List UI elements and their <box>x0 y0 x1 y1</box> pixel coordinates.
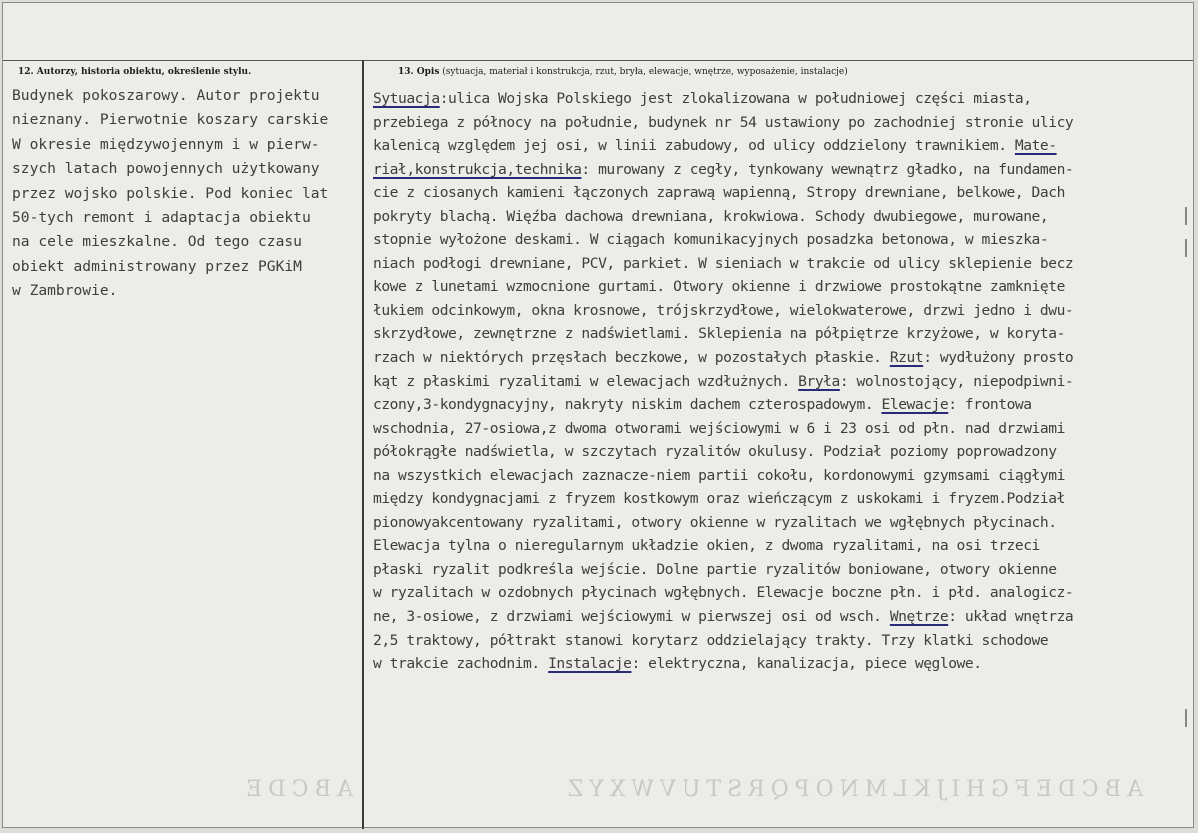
edge-tick <box>1175 207 1187 225</box>
description-line <box>373 464 1073 488</box>
description-segment: Elewacja tylna o nieregularnym układzie okien, z dwoma ryzalitami, na osi trzeci <box>373 537 1040 555</box>
description-segment: skrzydłowe, zewnętrzne z nadświetlami. Sklepienia na półpiętrze krzyżowe, w koryta- <box>373 325 1065 343</box>
description-segment: stopnie wyłożone deskami. W ciągach komunikacyjnych posadzka betonowa, w mieszka- <box>373 231 1049 249</box>
description-segment: : wolnostojący, niepodpiwni- <box>839 372 1074 390</box>
description-line <box>373 111 1073 135</box>
description-line <box>373 181 1073 205</box>
description-line <box>373 87 1073 111</box>
description-segment: półokrągłe nadświetla, w szczytach ryzalitów okulusy. Podział poziomy poprowadzony <box>373 443 1057 461</box>
section-13-subtitle: (sytuacja, materiał i konstrukcja, rzut, bryła, elewacje, wnętrze, wyposażenie, instalacje) <box>442 67 848 77</box>
description-segment: między kondygnacjami z fryzem kostkowym oraz wieńczącym z uskokami i fryzem.Podział <box>373 490 1065 508</box>
edge-tick <box>1175 709 1187 727</box>
description-segment: w ryzalitach w ozdobnych płycinach wgłębnych. Elewacje boczne płn. i płd. analogicz- <box>373 584 1074 602</box>
column-divider <box>362 60 364 829</box>
description-segment: : frontowa <box>948 396 1032 414</box>
section-keyword: Sytuacja <box>373 90 440 107</box>
description-line <box>373 629 1073 653</box>
description-segment: 2,5 traktowy, półtrakt stanowi korytarz oddzielający trakty. Trzy klatki schodowe <box>373 631 1049 649</box>
document-card <box>2 2 1194 828</box>
description-segment: : murowany z cegły, tynkowany wewnątrz gładko, na fundamen- <box>581 160 1074 178</box>
description-segment: płaski ryzalit podkreśla wejście. Dolne partie ryzalitów boniowane, otwory okienne <box>373 560 1057 578</box>
description-segment: na wszystkich elewacjach zaznacze-niem partii cokołu, kordonowymi gzymsami ciągłymi <box>373 466 1065 484</box>
description-segment: ne, 3-osiowe, z drzwiami wejściowymi w pierwszej osi od wsch. <box>373 608 890 626</box>
history-line: W okresie międzywojennym i w pierw- <box>12 135 320 153</box>
section-keyword: Rzut <box>889 349 924 367</box>
description-line <box>373 417 1073 441</box>
description-line <box>373 487 1073 511</box>
description-line <box>373 134 1073 158</box>
description-segment: : elektryczna, kanalizacja, piece węglowe. <box>631 655 982 673</box>
section-keyword: Instalacje <box>548 655 632 673</box>
description-segment: czony,3-kondygnacyjny, nakryty niskim dachem czterospadowym. <box>373 396 882 414</box>
description-line <box>373 558 1073 582</box>
section-13-number: 13. Opis <box>398 67 440 77</box>
history-line: przez wojsko polskie. Pod koniec lat <box>12 184 329 202</box>
history-line: 50-tych remont i adaptacja obiektu <box>12 209 311 227</box>
bleed-through-right: ABCDEFGHIJKLMNOPQRSTUVWXYZ <box>561 777 1143 802</box>
history-line: w Zambrowie. <box>12 282 118 300</box>
description-segment: :ulica Wojska Polskiego jest zlokalizowana w południowej części miasta, <box>439 90 1032 107</box>
description-line <box>373 393 1073 417</box>
description-line <box>373 511 1073 535</box>
description-segment: cie z ciosanych kamieni łączonych zaprawą wapienną, Stropy drewniane, belkowe, Dach <box>373 184 1065 202</box>
description-line <box>373 440 1073 464</box>
section-12-heading: 12. Autorzy, historia obiektu, określenie stylu. <box>18 67 252 77</box>
description-segment: niach podłogi drewniane, PCV, parkiet. W sieniach w trakcie od ulicy sklepienie becz <box>373 254 1074 272</box>
section-keyword: Elewacje <box>881 396 949 414</box>
description-line <box>373 158 1073 182</box>
description-line <box>373 228 1073 252</box>
history-line: Budynek pokoszarowy. Autor projektu <box>12 87 320 104</box>
description-segment: łukiem odcinkowym, okna krosnowe, trójskrzydłowe, wielokwaterowe, drzwi jedno i dwu- <box>373 301 1074 319</box>
bleed-through-left: ABCDE <box>240 777 353 802</box>
history-line: szych latach powojennych użytkowany <box>12 160 320 178</box>
description-line <box>373 252 1073 276</box>
description-segment: przebiega z północy na południe, budynek nr 54 ustawiony po zachodniej stronie ulicy <box>373 113 1074 131</box>
description-segment: kalenicą względem jej osi, w linii zabudowy, od ulicy oddzielony trawnikiem. <box>373 137 1015 155</box>
description-line <box>373 205 1073 229</box>
description-line <box>373 534 1073 558</box>
description-segment: pokryty blachą. Więźba dachowa drewniana, krokwiowa. Schody dwubiegowe, murowane, <box>373 207 1049 225</box>
description-segment: kowe z lunetami wzmocnione gurtami. Otwory okienne i drzwiowe prostokątne zamknięte <box>373 278 1065 296</box>
section-keyword: Bryła <box>798 372 840 390</box>
history-line: nieznany. Pierwotnie koszary carskie <box>12 111 329 129</box>
history-line: na cele mieszkalne. Od tego czasu <box>12 233 302 251</box>
history-line: obiekt administrowany przez PGKiM <box>12 257 302 275</box>
description-line <box>373 370 1073 394</box>
description-line <box>373 581 1073 605</box>
description-segment: kąt z płaskimi ryzalitami w elewacjach wzdłużnych. <box>373 372 799 390</box>
edge-tick <box>1175 239 1187 257</box>
description-line <box>373 605 1073 629</box>
description-text <box>373 87 1073 676</box>
description-segment: pionowyakcentowany ryzalitami, otwory okienne w ryzalitach we wgłębnych płycinach. <box>373 513 1057 531</box>
description-line <box>373 322 1073 346</box>
section-keyword: Wnętrze <box>889 608 949 626</box>
section-13-heading <box>398 67 848 77</box>
description-segment: : wydłużony prosto <box>923 349 1074 367</box>
description-line <box>373 299 1073 323</box>
description-line <box>373 652 1073 676</box>
section-keyword: riał,konstrukcja,technika <box>373 160 582 178</box>
description-line <box>373 346 1073 370</box>
description-segment: rzach w niektórych przęsłach beczkowe, w pozostałych płaskie. <box>373 349 890 367</box>
header-rule <box>3 60 1193 61</box>
description-segment: wschodnia, 27-osiowa,z dwoma otworami wejściowymi w 6 i 23 osi od płn. nad drzwiami <box>373 419 1065 437</box>
section-keyword: Mate- <box>1014 137 1057 155</box>
history-text <box>12 84 328 304</box>
description-segment: : układ wnętrza <box>948 608 1074 626</box>
description-line <box>373 275 1073 299</box>
description-segment: w trakcie zachodnim. <box>373 655 549 673</box>
